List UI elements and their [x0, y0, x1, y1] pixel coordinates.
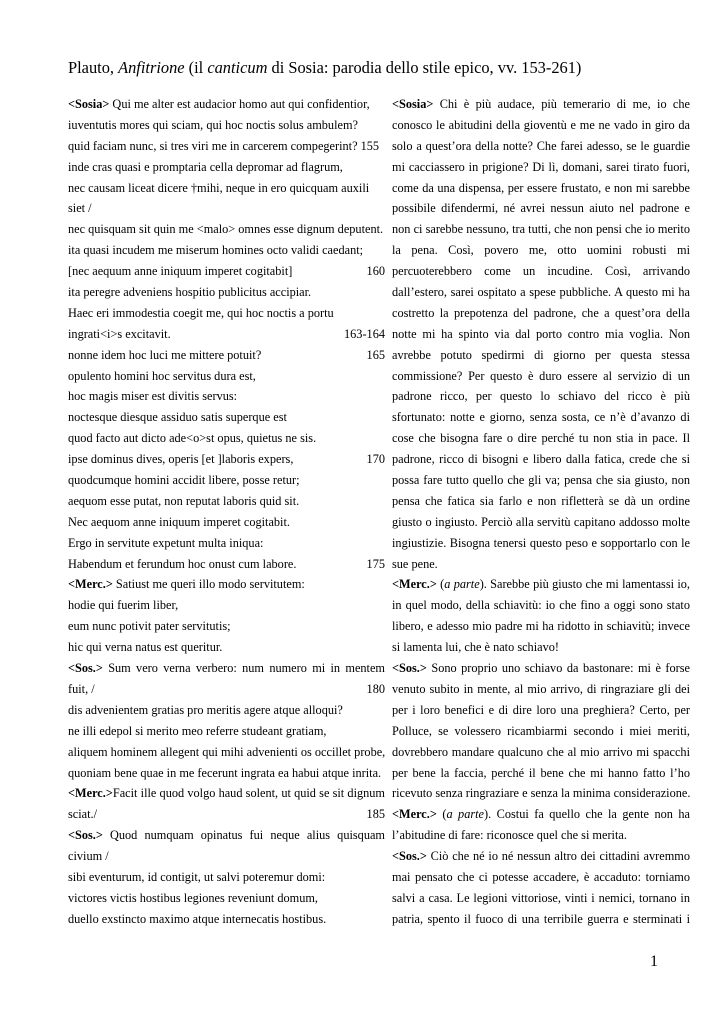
- verse-words: Facit ille quod volgo haud solent, ut quid se sit dignum: [112, 786, 385, 801]
- verse-words: sciat./: [68, 807, 98, 822]
- verse-number: 160: [366, 264, 385, 279]
- translation-text: possibile difendermi, né avrei nessun aiuto nel padrone e: [392, 201, 690, 216]
- verse-words: Ergo in servitute expetunt multa iniqua:: [68, 535, 264, 550]
- translation-text: Chi è più audace, più temerario di me, io che: [433, 97, 690, 111]
- latin-verse-line: [68, 700, 385, 721]
- verse-text: [68, 867, 325, 888]
- verse-words: civium /: [68, 849, 109, 864]
- latin-verse-line: [68, 867, 385, 888]
- latin-verse-line: [68, 449, 385, 470]
- verse-words: Quod numquam opinatus fui neque alius quisquam: [102, 828, 385, 843]
- verse-words: inde cras quasi e promptaria cella depromar ad flagrum,: [68, 159, 343, 174]
- verse-text: [68, 533, 263, 554]
- verse-text: [68, 178, 369, 199]
- latin-text-column: [68, 94, 385, 930]
- translation-text: dall’estero, sarei ospitato a spese pubbliche. A questo mi ha: [392, 285, 690, 300]
- translation-line: [392, 470, 690, 491]
- verse-words: quid faciam nunc, si tres viri me in carcerem compegerint? 155: [68, 138, 380, 153]
- translation-text: (: [436, 577, 445, 592]
- verse-text: [68, 846, 109, 867]
- translation-line: [392, 763, 690, 784]
- verse-words: Qui me alter est audacior homo aut qui confidentior,: [109, 97, 370, 111]
- latin-verse-line: [68, 533, 385, 554]
- translation-text: pensa che fatica sia farlo e non rifletterà se dà un ordine: [392, 493, 690, 508]
- latin-verse-line: [68, 157, 385, 178]
- title-canticum: canticum: [207, 58, 268, 77]
- verse-number: 185: [366, 807, 385, 822]
- translation-line: [392, 219, 690, 240]
- translation-line: [392, 449, 690, 470]
- verse-number: 165: [366, 347, 385, 362]
- verse-text: [68, 345, 261, 366]
- speaker-label: <Merc.>: [68, 577, 113, 592]
- translation-text: giusto o ingiusto. Perciò alla servitù capitano addosso molte: [392, 514, 690, 529]
- verse-number: 163-164: [344, 326, 385, 341]
- latin-verse-line: [68, 178, 385, 199]
- translation-line: [392, 574, 690, 595]
- verse-words: [nec aequum anne iniquum imperet cogitabit]: [68, 264, 293, 279]
- translation-line: [392, 804, 690, 825]
- stage-direction: a parte: [446, 807, 485, 822]
- verse-words: Haec eri immodestia coegit me, qui hoc noctis a portu: [68, 305, 334, 320]
- translation-text: ). Costui fa quello che la gente non ha: [484, 807, 690, 822]
- latin-verse-line: [68, 846, 385, 867]
- latin-verse-line: [68, 595, 385, 616]
- latin-verse-line: [68, 658, 385, 679]
- verse-words: nonne idem hoc luci me mittere potuit?: [68, 347, 262, 362]
- verse-words: fuit, /: [68, 681, 95, 696]
- latin-verse-line: [68, 94, 385, 115]
- verse-words: iuventutis mores qui sciam, qui hoc noctis solus ambulem?: [68, 117, 358, 132]
- latin-verse-line: [68, 240, 385, 261]
- verse-words: sibi eventurum, id contigit, ut salvi poteremur domi:: [68, 869, 326, 884]
- translation-line: [392, 783, 690, 804]
- verse-words: victores victis hostibus legiones reveniunt domum,: [68, 890, 319, 905]
- translation-text: si lamenta lui, che è nato schiavo!: [392, 640, 559, 655]
- latin-verse-line: [68, 512, 385, 533]
- verse-text: [68, 658, 385, 679]
- translation-line: [392, 157, 690, 178]
- translation-line: [392, 303, 690, 324]
- verse-words: Nec aequom anne iniquum imperet cogitabit.: [68, 514, 290, 529]
- verse-text: [68, 700, 343, 721]
- latin-verse-line: [68, 115, 385, 136]
- latin-verse-line: [68, 825, 385, 846]
- verse-text: [68, 198, 92, 219]
- translation-text: ricevuto senza ringraziare e senza la minima considerazione.: [392, 786, 691, 801]
- latin-verse-line: [68, 637, 385, 658]
- translation-line: [392, 94, 690, 115]
- verse-text: [68, 554, 296, 575]
- verse-words: dis advenientem gratias pro meritis agere atque alloqui?: [68, 702, 343, 717]
- translation-text: libero, e adesso mio padre mi ha ridotto in schiavitù; invece: [392, 619, 690, 634]
- title-author: Plauto,: [68, 58, 119, 77]
- translation-text: Ciò che né io né nessun altro dei cittadini avremmo: [426, 849, 690, 864]
- verse-words: ingrati<i>s excitavit.: [68, 326, 171, 341]
- verse-text: [68, 282, 311, 303]
- verse-text: [68, 721, 326, 742]
- latin-verse-line: [68, 616, 385, 637]
- translation-line: [392, 282, 690, 303]
- latin-verse-line: [68, 136, 385, 157]
- translation-line: [392, 428, 690, 449]
- speaker-label: <Merc.>: [68, 786, 113, 801]
- translation-text: costretto la prepotenza del padrone, che a quest’ora della: [392, 305, 690, 320]
- translation-text: commissione? Per questo è duro essere al servizio di un: [392, 368, 690, 383]
- translation-text: patria, spento il fuoco di una terribile guerra e sterminati i: [392, 911, 690, 926]
- translation-line: [392, 742, 690, 763]
- verse-text: [68, 679, 95, 700]
- latin-verse-line: [68, 763, 385, 784]
- verse-text: [68, 94, 370, 115]
- translation-line: [392, 700, 690, 721]
- verse-words: quoniam bene quae in me fecerunt ingrata ea habui atque inrita.: [68, 765, 382, 780]
- page-number: 1: [650, 953, 658, 970]
- latin-verse-line: [68, 407, 385, 428]
- verse-text: [68, 386, 237, 407]
- translation-line: [392, 825, 690, 846]
- translation-line: [392, 616, 690, 637]
- translation-text: mai pensato che ci potesse accadere, è accaduto: torniamo: [392, 869, 690, 884]
- translation-text: ). Sarebbe più giusto che mi lamentassi io,: [479, 577, 690, 592]
- title-subtitle: di Sosia: parodia dello stile epico, vv. 153-261): [267, 58, 582, 77]
- verse-words: quodcumque homini accidit libere, posse retur;: [68, 473, 300, 488]
- translation-text: notte mi ha spinto via dal porto contro mia voglia. Non: [392, 326, 690, 341]
- translation-text: mi cacciassero in prigione? Di lì, domani, sarei tirato fuori,: [392, 159, 690, 174]
- translation-text: salvi a casa. Le legioni vittoriose, vinti i nemici, tornano in: [392, 890, 690, 905]
- verse-text: [68, 470, 300, 491]
- translation-text: padrone ricco, per questo lo schiavo del ricco è più: [392, 389, 690, 404]
- translation-text: possa fare tutto quello che gli va; pensa che sia giusto, non: [392, 473, 690, 488]
- verse-text: [68, 136, 379, 157]
- verse-text: [68, 324, 171, 345]
- verse-text: [68, 115, 358, 136]
- verse-text: [68, 742, 385, 763]
- translation-line: [392, 115, 690, 136]
- translation-line: [392, 679, 690, 700]
- verse-words: quod facto aut dicto ade<o>st opus, quietus ne sis.: [68, 431, 317, 446]
- latin-verse-line: [68, 282, 385, 303]
- verse-text: [68, 491, 299, 512]
- latin-verse-line: [68, 428, 385, 449]
- verse-text: [68, 825, 385, 846]
- translation-line: [392, 386, 690, 407]
- translation-line: [392, 595, 690, 616]
- verse-text: [68, 637, 222, 658]
- translation-text: solo a quest’ora della notte? Che farei adesso, se le guardie: [392, 138, 690, 153]
- translation-text: cose che bisogna fare o dire perché tu non stia in pace. Il: [392, 431, 690, 446]
- verse-text: [68, 366, 256, 387]
- verse-text: [68, 407, 287, 428]
- translation-line: [392, 867, 690, 888]
- verse-text: [68, 157, 343, 178]
- translation-text: l’abitudine di fare: riconosce quel che si merita.: [392, 828, 627, 843]
- verse-text: [68, 888, 318, 909]
- translation-line: [392, 407, 690, 428]
- translation-text: Sono proprio uno schiavo da bastonare: mi è forse: [426, 661, 690, 676]
- translation-line: [392, 554, 690, 575]
- verse-words: aliquem hominem allegent qui mihi advenienti os occillet probe,: [68, 744, 386, 759]
- translation-text: la pena. Così, povero me, otto uomini robusti mi: [392, 243, 690, 258]
- translation-line: [392, 491, 690, 512]
- verse-text: [68, 261, 292, 282]
- latin-verse-line: [68, 470, 385, 491]
- verse-text: [68, 512, 290, 533]
- translation-line: [392, 178, 690, 199]
- stage-direction: a parte: [444, 577, 480, 592]
- translation-text: padrone, ricco di bisogni e libero dalla fatica, crede che si: [392, 452, 690, 467]
- translation-text: percuoterebbero come un incudine. Così, arrivando: [392, 264, 690, 279]
- translation-text: non ci sarebbe nessuno, tra tutti, che non pensi che io merito: [392, 222, 690, 237]
- verse-text: [68, 219, 383, 240]
- latin-verse-line: [68, 386, 385, 407]
- latin-verse-line: [68, 721, 385, 742]
- page-title: [68, 58, 581, 78]
- translation-line: [392, 198, 690, 219]
- translation-text: conosco le abitudini della gioventù e me ne vado in giro da: [392, 117, 690, 132]
- verse-words: hic qui verna natus est queritur.: [68, 640, 223, 655]
- speaker-label: <Sosia>: [392, 97, 434, 111]
- verse-words: Satiust me queri illo modo servitutem:: [112, 577, 305, 592]
- translation-text: per bene la faccia, perché il bene che mi hanno fatto l’ho: [392, 765, 690, 780]
- verse-text: [68, 428, 316, 449]
- latin-verse-line: [68, 909, 385, 930]
- verse-text: [68, 449, 293, 470]
- verse-text: [68, 240, 363, 261]
- verse-words: duello exstincto maximo atque internecatis hostibus.: [68, 911, 327, 926]
- speaker-label: <Sosia>: [68, 97, 110, 111]
- translation-text: sfortunato: notte e giorno, senza sosta, ce n’è d’avanzo di: [392, 410, 690, 425]
- translation-text: avrebbe potuto spedirmi di giorno per questa stessa: [392, 347, 690, 362]
- verse-words: ita quasi incudem me miserum homines octo validi caedant;: [68, 243, 364, 258]
- translation-line: [392, 721, 690, 742]
- translation-text: Polluce, se volessero ricambiarmi secondo i miei meriti,: [392, 723, 690, 738]
- translation-line: [392, 846, 690, 867]
- latin-verse-line: [68, 303, 385, 324]
- verse-text: [68, 909, 326, 930]
- verse-text: [68, 595, 178, 616]
- verse-words: hodie qui fuerim liber,: [68, 598, 179, 613]
- title-work: Anfitrione: [118, 58, 185, 77]
- verse-words: nec causam liceat dicere †mihi, neque in ero quicquam auxili: [68, 180, 370, 195]
- speaker-label: <Sos.>: [68, 828, 103, 843]
- translation-line: [392, 261, 690, 282]
- translation-line: [392, 324, 690, 345]
- verse-words: aequom esse putat, non reputat laboris quid sit.: [68, 493, 300, 508]
- verse-words: opulento homini hoc servitus dura est,: [68, 368, 256, 383]
- speaker-label: <Sos.>: [392, 661, 427, 676]
- title-part: (il: [184, 58, 208, 77]
- latin-verse-line: [68, 679, 385, 700]
- translation-line: [392, 637, 690, 658]
- translation-text: in quel modo, della schiavitù: io che fino a oggi sono stato: [392, 598, 690, 613]
- translation-line: [392, 909, 690, 930]
- latin-verse-line: [68, 324, 385, 345]
- latin-verse-line: [68, 198, 385, 219]
- speaker-label: <Merc.>: [392, 807, 437, 822]
- verse-text: [68, 763, 381, 784]
- latin-verse-line: [68, 804, 385, 825]
- translation-text: venuto subito in mente, al mio arrivo, di ringraziare gli dei: [392, 681, 690, 696]
- verse-number: 180: [366, 681, 385, 696]
- verse-words: nec quisquam sit quin me <malo> omnes esse dignum deputent.: [68, 222, 384, 237]
- italian-translation-column: [392, 94, 690, 930]
- latin-verse-line: [68, 345, 385, 366]
- speaker-label: <Sos.>: [392, 849, 427, 864]
- translation-line: [392, 888, 690, 909]
- verse-words: ne illi edepol si merito meo referre studeant gratiam,: [68, 723, 327, 738]
- latin-verse-line: [68, 554, 385, 575]
- verse-text: [68, 804, 97, 825]
- verse-words: eum nunc potivit pater servitutis;: [68, 619, 231, 634]
- speaker-label: <Merc.>: [392, 577, 437, 592]
- latin-verse-line: [68, 574, 385, 595]
- verse-text: [68, 783, 385, 804]
- latin-verse-line: [68, 491, 385, 512]
- translation-text: sue pene.: [392, 556, 438, 571]
- verse-text: [68, 574, 305, 595]
- translation-line: [392, 366, 690, 387]
- translation-text: (: [436, 807, 447, 822]
- latin-verse-line: [68, 888, 385, 909]
- verse-text: [68, 616, 231, 637]
- translation-text: dovrebbero mandare qualcuno che al mio arrivo mi spacchi: [392, 744, 690, 759]
- translation-line: [392, 658, 690, 679]
- translation-line: [392, 136, 690, 157]
- translation-line: [392, 345, 690, 366]
- verse-number: 170: [366, 452, 385, 467]
- translation-line: [392, 512, 690, 533]
- latin-verse-line: [68, 742, 385, 763]
- translation-text: ingiustizie. Bisogna tenersi questo peso e sopportarlo con le: [392, 535, 690, 550]
- translation-text: per i loro benefici e di dire loro una preghiera? Certo, per: [392, 702, 690, 717]
- verse-words: ipse dominus dives, operis [et ]laboris expers,: [68, 452, 294, 467]
- translation-text: come da una dispensa, per essere frustato, e non mi sarebbe: [392, 180, 690, 195]
- latin-verse-line: [68, 219, 385, 240]
- latin-verse-line: [68, 783, 385, 804]
- verse-words: hoc magis miser est divitis servus:: [68, 389, 238, 404]
- verse-words: siet /: [68, 201, 92, 216]
- latin-verse-line: [68, 261, 385, 282]
- verse-number: 175: [366, 556, 385, 571]
- speaker-label: <Sos.>: [68, 661, 103, 676]
- verse-words: noctesque diesque assiduo satis superque est: [68, 410, 287, 425]
- verse-words: ita peregre adveniens hospitio publicitus accipiar.: [68, 285, 312, 300]
- verse-text: [68, 303, 334, 324]
- translation-line: [392, 533, 690, 554]
- verse-words: Sum vero verna verbero: num numero mi in mentem: [102, 661, 385, 676]
- verse-words: Habendum et ferundum hoc onust cum labore.: [68, 556, 297, 571]
- latin-verse-line: [68, 366, 385, 387]
- translation-line: [392, 240, 690, 261]
